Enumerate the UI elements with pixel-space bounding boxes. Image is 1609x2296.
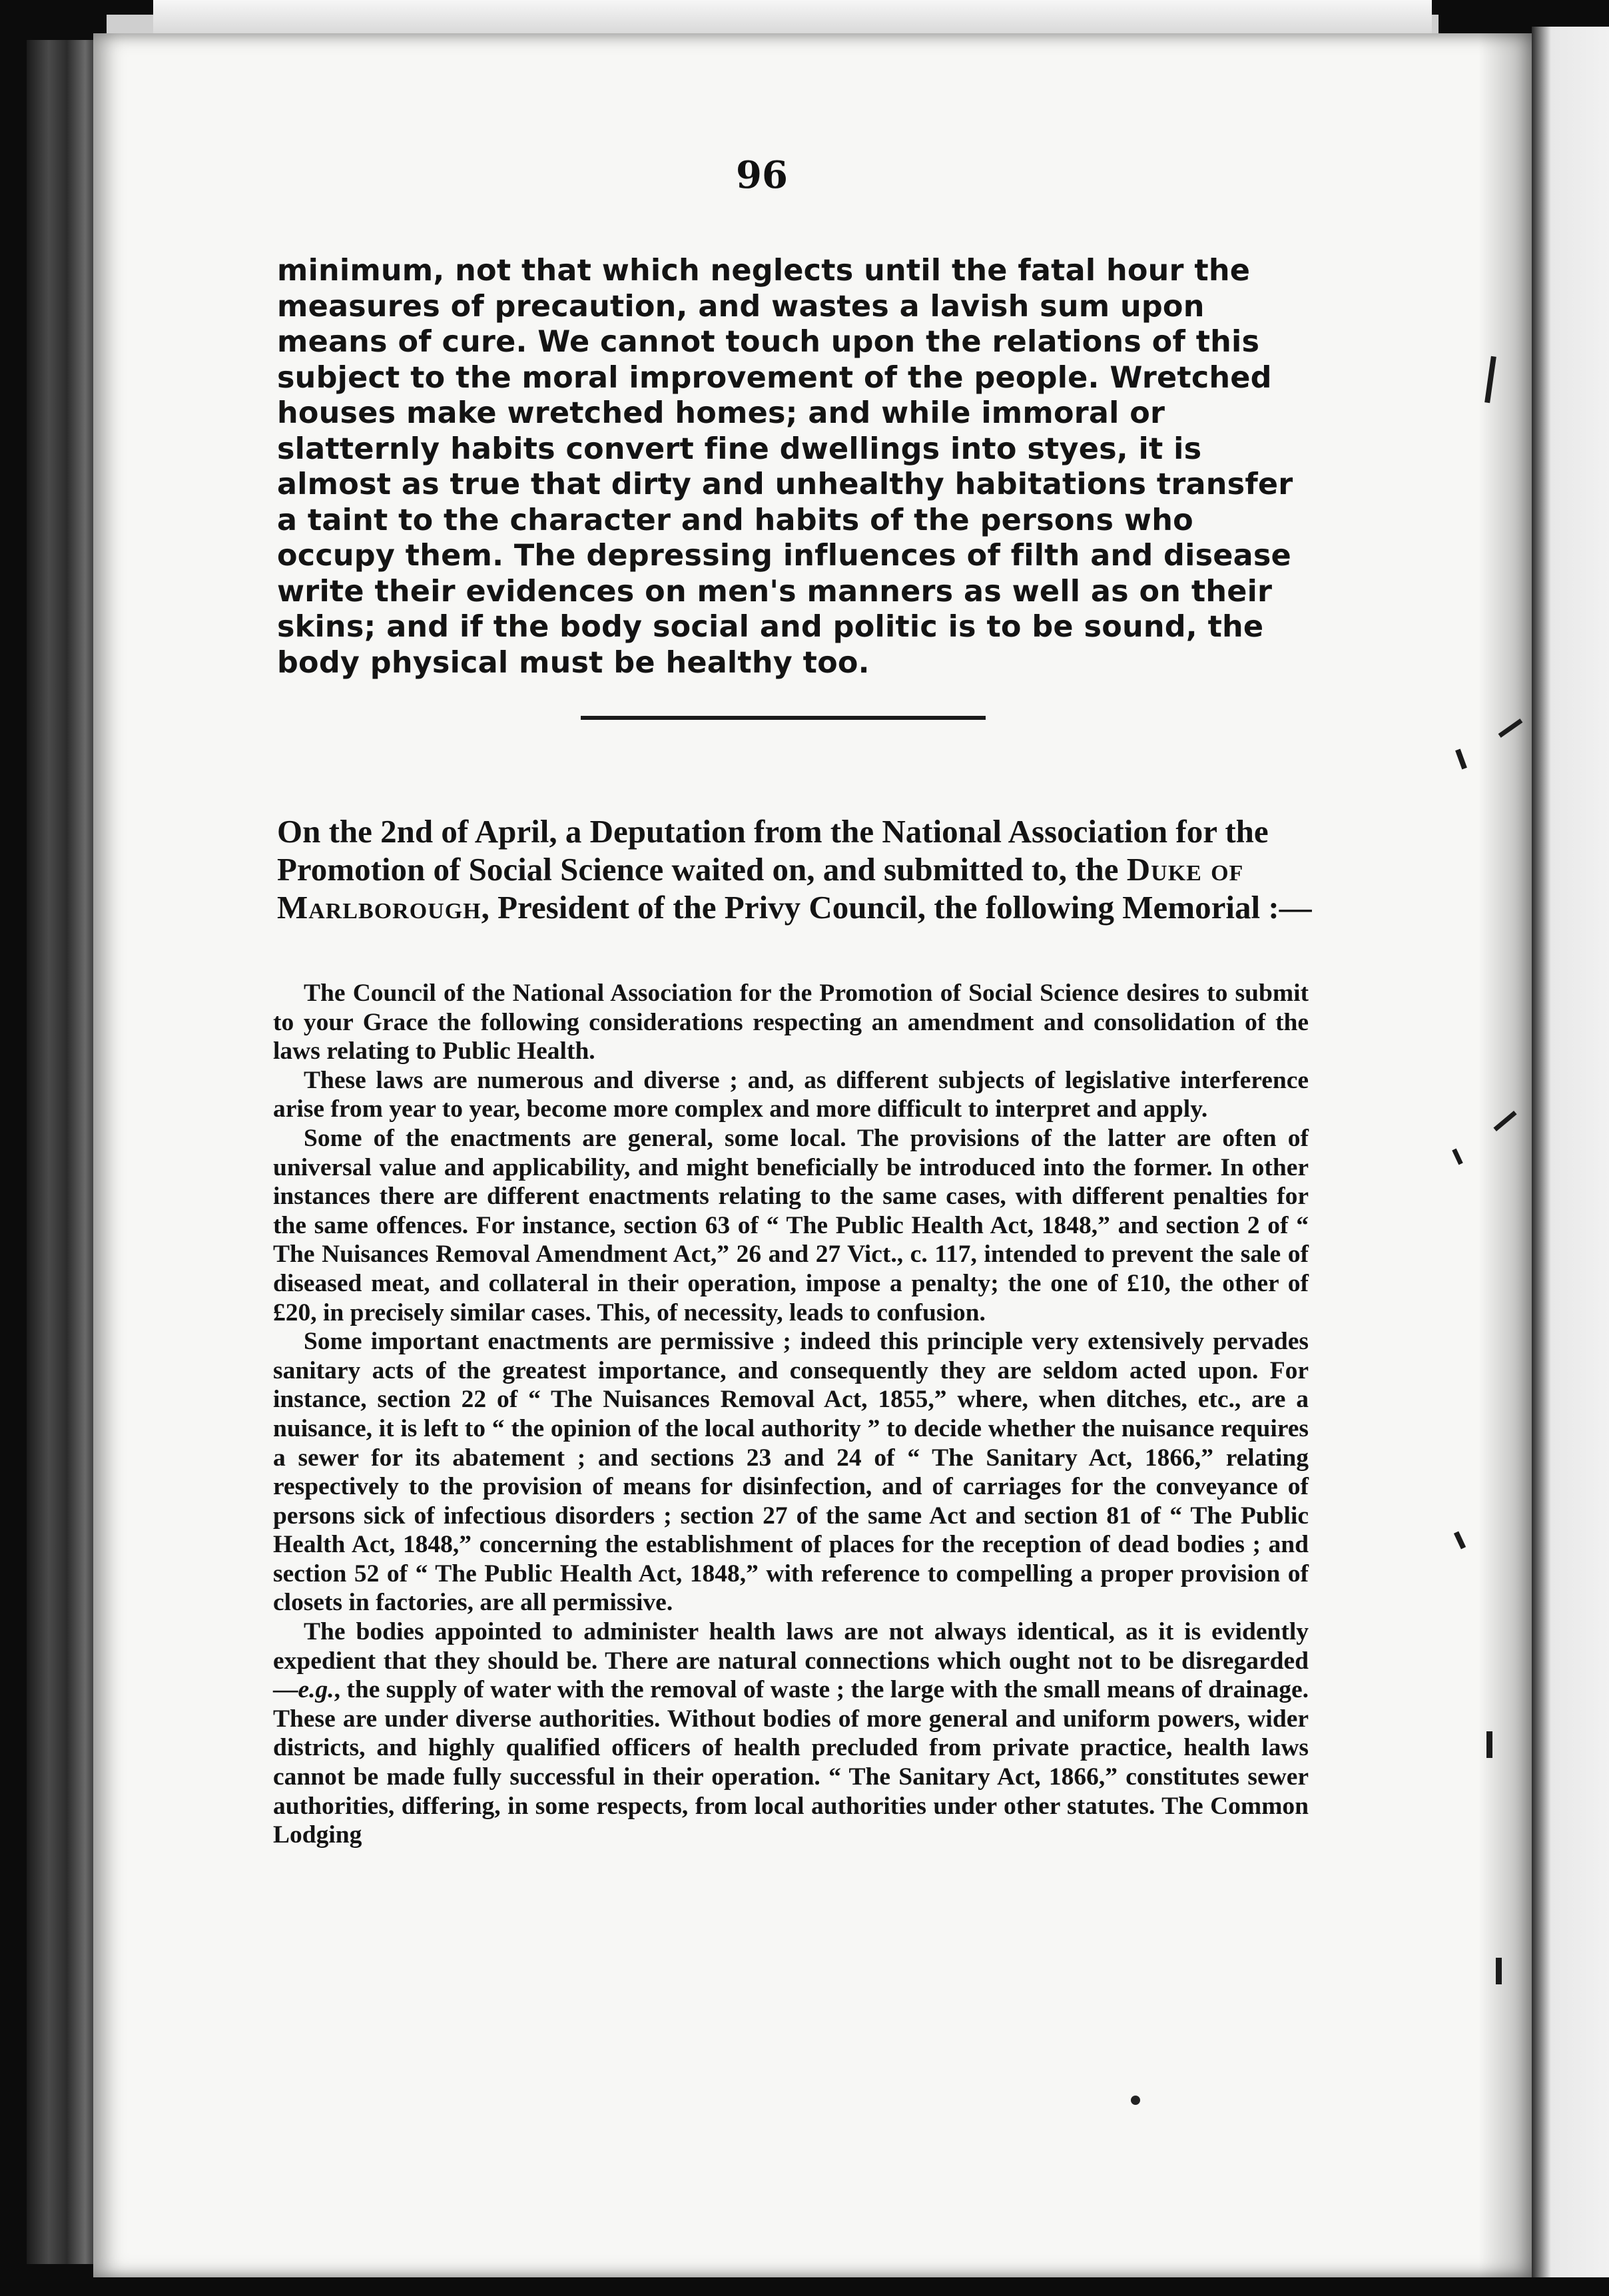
p5-text-before: The bodies appointed to administer health laws are not always identical, as it is evidently expedient that they should be. There are natural connections which ought not to be disregarded— <box>273 1618 1309 1704</box>
section-divider <box>581 716 986 720</box>
p5-eg: e.g. <box>298 1676 334 1704</box>
memorial-body <box>273 979 1309 1850</box>
margin-mark <box>1486 1731 1492 1758</box>
duke-name: Duke of Marlborough <box>277 851 1244 926</box>
intro-text-after: , President of the Privy Council, the following Memorial :— <box>481 889 1312 926</box>
page-shadow <box>1478 33 1532 2277</box>
memorial-paragraph-5 <box>273 1617 1309 1850</box>
intro-text-before: On the 2nd of April, a Deputation from the National Association for the Promotion of Social Science waited on, and submitted to, the <box>277 813 1269 888</box>
deputation-intro <box>277 812 1313 926</box>
book-top-edge <box>153 0 1432 35</box>
book-spine-edge <box>27 40 100 2264</box>
memorial-paragraph-1: The Council of the National Association for the Promotion of Social Science desires to submit to your Grace the following considerations respecting an amendment and consolidation of the laws relating to Public Health. <box>273 980 1309 1065</box>
top-paragraph: minimum, not that which neglects until the fatal hour the measures of precaution, and wastes a lavish sum upon means of cure. We cannot touch upon the relations of this subject to the moral improvement of the people. Wretched houses make wretched homes; and while immoral or slatternly habits convert fine dwellings into styes, it is almost as true that dirty and unhealthy habitations transfer a taint to the character and habits of the persons who occupy them. The depressing influences of filth and disease write their evidences on men's manners as well as on their skins; and if the body social and politic is to be sound, the body physical must be healthy too. <box>277 254 1293 680</box>
adjacent-page-edge <box>1532 27 1609 2277</box>
margin-mark <box>1496 1958 1502 1984</box>
memorial-paragraph-4: Some important enactments are permissive ; indeed this principle very extensively pervades sanitary acts of the greatest importance, and consequently they are seldom acted upon. For instance, section 22 of “ The Nuisances Removal Act, 1855,” where, when ditches, etc., are a nuisance, it is left to “ the opinion of the local authority ” to decide whether the nuisance requires a sewer for its abatement ; and sections 23 and 24 of “ The Sanitary Act, 1866,” relating respectively to the provision of means for disinfection, and of carriages for the conveyance of persons sick of infectious disorders ; section 27 of the same Act and section 81 of “ The Public Health Act, 1848,” concerning the establishment of places for the reception of dead bodies ; and section 52 of “ The Public Health Act, 1848,” with reference to compelling a proper provision of closets in factories, are all permissive. <box>273 1328 1309 1617</box>
p5-text-after: , the supply of water with the removal of waste ; the large with the small means of drainage. These are under diverse authorities. Without bodies of more general and uniform powers, wider districts, and highly qualified officers of health precluded from private practice, health laws cannot be made fully successful in their operation. “ The Sanitary Act, 1866,” constitutes sewer authorities, differing, in some respects, from local authorities under other statutes. The Common Lodging <box>273 1676 1309 1849</box>
page-number: 96 <box>736 153 788 197</box>
memorial-paragraph-2: These laws are numerous and diverse ; and, as different subjects of legislative interference arise from year to year, become more complex and more difficult to interpret and apply. <box>273 1066 1309 1123</box>
memorial-paragraph-3: Some of the enactments are general, some local. The provisions of the latter are often of universal value and applicability, and might beneficially be introduced into the former. In other instances there are different enactments relating to the same cases, with different penalties for the same offences. For instance, section 63 of “ The Public Health Act, 1848,” and section 2 of “ The Nuisances Removal Amendment Act,” 26 and 27 Vict., c. 117, intended to prevent the sale of diseased meat, and collateral in their operation, impose a penalty; the one of £10, the other of £20, in precisely similar cases. This, of necessity, leads to confusion. <box>273 1124 1309 1326</box>
ink-dot <box>1131 2096 1140 2105</box>
